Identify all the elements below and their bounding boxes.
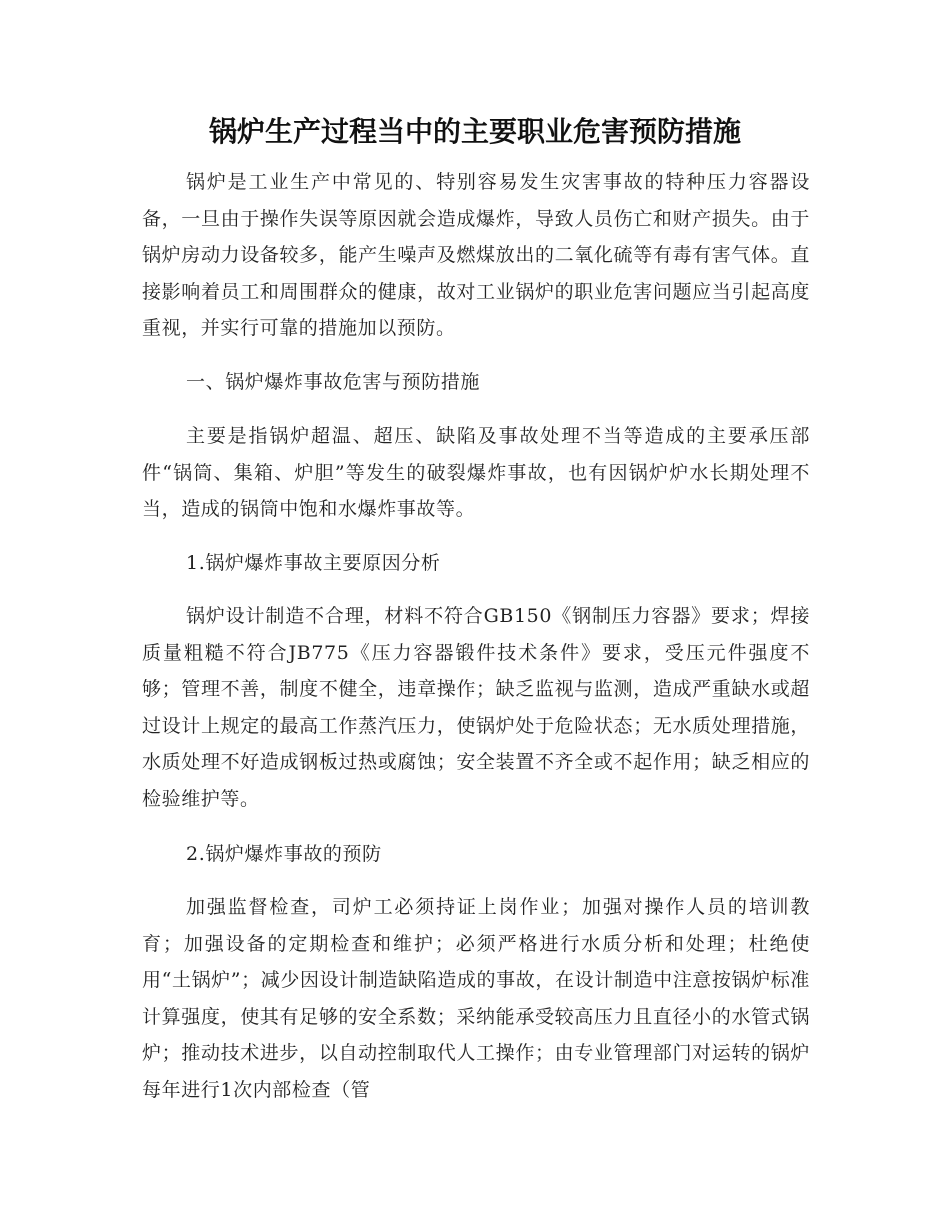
subsection-heading-1: 1.锅炉爆炸事故主要原因分析 — [186, 552, 441, 574]
prevention-paragraph: 加强监督检查，司炉工必须持证上岗作业；加强对操作人员的培训教育；加强设备的定期检查和维护；必须严格进行水质分析和处理；杜绝使用“土锅炉”；减少因设计制造缺陷造成的事故，在设计制造中注意按锅炉标准计算强度，使其有足够的安全系数；采纳能承受较高压力且直径小的水管式锅炉；推动技术进步，以自动控制取代人工操作；由专业管理部门对运转的锅炉每年进行1次内部检查（管 — [142, 896, 810, 1101]
intro-paragraph: 锅炉是工业生产中常见的、特别容易发生灾害事故的特种压力容器设备，一旦由于操作失误等原因就会造成爆炸，导致人员伤亡和财产损失。由于锅炉房动力设备较多，能产生噪声及燃煤放出的二氧化硫等有毒有害气体。直接影响着员工和周围群众的健康，故对工业锅炉的职业危害问题应当引起高度重视，并实行可靠的措施加以预防。 — [142, 171, 810, 339]
cause-analysis-paragraph: 锅炉设计制造不合理，材料不符合GB150《钢制压力容器》要求；焊接质量粗糙不符合JB775《压力容器锻件技术条件》要求，受压元件强度不够；管理不善，制度不健全，违章操作；缺乏监视与监测，造成严重缺水或超过设计上规定的最高工作蒸汽压力，使锅炉处于危险状态；无水质处理措施，水质处理不好造成钢板过热或腐蚀；安全装置不齐全或不起作用；缺乏相应的检验维护等。 — [142, 605, 810, 810]
section-heading-1: 一、锅炉爆炸事故危害与预防措施 — [186, 371, 481, 393]
document-title: 锅炉生产过程当中的主要职业危害预防措施 — [208, 115, 741, 148]
subsection-heading-2: 2.锅炉爆炸事故的预防 — [186, 843, 382, 865]
section-1-paragraph: 主要是指锅炉超温、超压、缺陷及事故处理不当等造成的主要承压部件“锅筒、集箱、炉胆”等发生的破裂爆炸事故，也有因锅炉炉水长期处理不当，造成的锅筒中饱和水爆炸事故等。 — [142, 425, 810, 520]
